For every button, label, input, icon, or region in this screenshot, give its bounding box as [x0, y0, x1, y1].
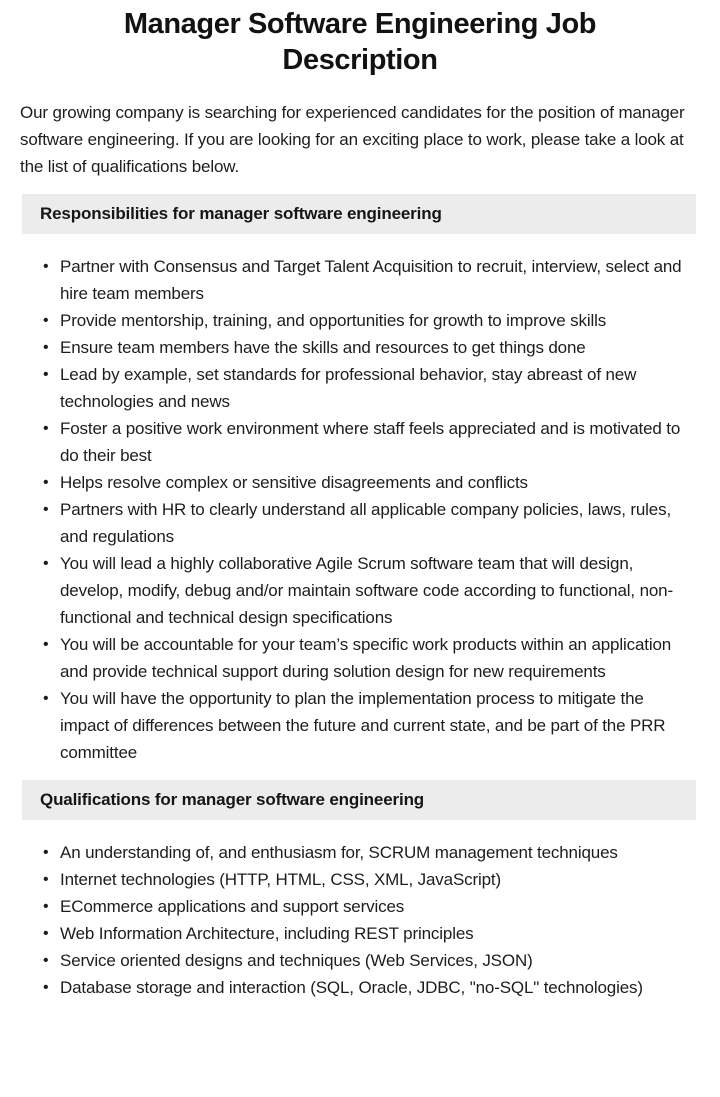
section-heading-qualifications: Qualifications for manager software engineering [22, 780, 696, 820]
qualifications-section [0, 780, 720, 1001]
list-item: • Partners with HR to clearly understand all applicable company policies, laws, rules, and regulations [60, 496, 694, 550]
job-description-document [0, 6, 720, 1001]
list-item: • Partner with Consensus and Target Talent Acquisition to recruit, interview, select and hire team members [60, 253, 694, 307]
list-item: • Web Information Architecture, including REST principles [60, 920, 694, 947]
list-item: • You will have the opportunity to plan the implementation process to mitigate the impact of differences between the future and current state, and be part of the PRR committee [60, 685, 694, 766]
list-item: • Database storage and interaction (SQL, Oracle, JDBC, "no-SQL" technologies) [60, 974, 694, 1001]
list-item: • You will lead a highly collaborative Agile Scrum software team that will design, develop, modify, debug and/or maintain software code according to functional, non-functional and technical design specifications [60, 550, 694, 631]
list-item: • An understanding of, and enthusiasm for, SCRUM management techniques [60, 839, 694, 866]
list-item: • Internet technologies (HTTP, HTML, CSS, XML, JavaScript) [60, 866, 694, 893]
list-item: • Lead by example, set standards for professional behavior, stay abreast of new technologies and news [60, 361, 694, 415]
list-item: • Helps resolve complex or sensitive disagreements and conflicts [60, 469, 694, 496]
page-title: Manager Software Engineering Job Description [123, 8, 597, 76]
responsibilities-section [0, 194, 720, 766]
list-item: • You will be accountable for your team’s specific work products within an application and provide technical support during solution design for new requirements [60, 631, 694, 685]
list-item: • ECommerce applications and support services [60, 893, 694, 920]
list-item: • Ensure team members have the skills and resources to get things done [60, 334, 694, 361]
list-item: • Foster a positive work environment where staff feels appreciated and is motivated to do their best [60, 415, 694, 469]
responsibilities-list [0, 253, 720, 766]
intro-paragraph: Our growing company is searching for experienced candidates for the position of manager software engineering. If you are looking for an exciting place to work, please take a look at the list of qualifications below. [20, 103, 685, 176]
section-heading-responsibilities: Responsibilities for manager software engineering [22, 194, 696, 234]
list-item: • Service oriented designs and techniques (Web Services, JSON) [60, 947, 694, 974]
qualifications-list [0, 839, 720, 1001]
list-item: • Provide mentorship, training, and opportunities for growth to improve skills [60, 307, 694, 334]
